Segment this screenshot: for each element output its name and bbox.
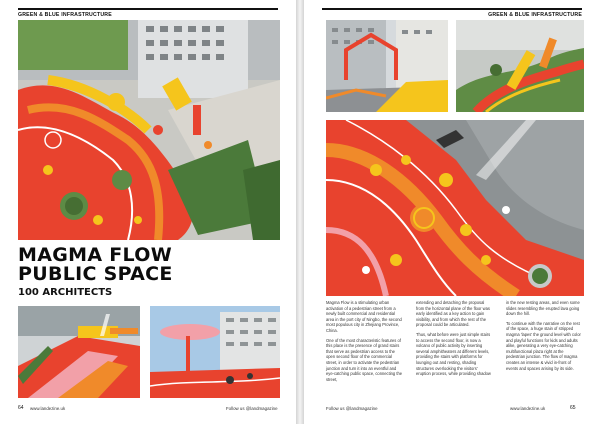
architect-name: 100 ARCHITECTS xyxy=(18,287,113,298)
aerial-plaza-photo xyxy=(18,20,280,240)
body-paragraph: in the new resting areas, and even some slides resembling the erupted lava going down the hill. xyxy=(506,300,580,317)
body-paragraph: Thus, what before were just simple stairs to access the second floor, is now a volcano of public activity by inserting several amphitheaters at different levels, providing the stairs with platforms for lounging out and resting, shading structures overlooking the visitors' eruption process, while providing shadow xyxy=(416,331,491,377)
spine-gutter xyxy=(296,0,304,424)
section-label: GREEN & BLUE INFRASTRUCTURE xyxy=(488,12,582,18)
body-paragraph: To continue with the narrative on the rest of the space, a huge stain of stripped magma 'lapes' the ground level with color and playful functions for kids and adults alike, generating a very eye-catching multifunctional plaza right at the pedestrian junction. The flow of magma creates an intense & vivid in-front of events and spaces arising by its side. xyxy=(506,320,581,371)
body-column-1 xyxy=(326,300,403,386)
body-column-3 xyxy=(506,300,583,375)
body-paragraph: extending and detaching the proposal from the horizontal plane of the floor was early identified as a key action to gain visibility, and from which the rest of the proposal could be articulated. xyxy=(416,300,490,328)
canopy-plaza-photo xyxy=(150,306,280,398)
left-page xyxy=(0,0,296,424)
page-number: 64 xyxy=(18,405,24,411)
section-label: GREEN & BLUE INFRASTRUCTURE xyxy=(18,12,112,18)
body-paragraph: One of the most characteristic features of this place is the presence of grand stairs that serve as pedestrian access to the open second floor of the commercial street, in order to activate the pedestrian junction and turn it into an eventful and eye-catching public space, connecting the street, xyxy=(326,337,403,382)
right-page xyxy=(304,0,600,424)
aerial-slides-photo xyxy=(456,20,584,112)
social-handle[interactable]: Follow us @landmagazine xyxy=(226,405,278,411)
social-handle[interactable]: Follow us @landmagazine xyxy=(326,405,378,411)
right-header xyxy=(322,8,582,18)
article-title xyxy=(18,246,288,298)
left-header xyxy=(18,8,278,18)
website-link[interactable]: www.landezine.uk xyxy=(30,405,66,411)
body-paragraph: Magma Flow is a stimulating urban activation of a pedestrian street from a newly built commercial and residential area in the port city of Ningbo, the second most populous city in Zhejiang Province, China. xyxy=(326,300,402,333)
red-frame-structure-photo xyxy=(326,20,448,112)
body-column-2 xyxy=(416,300,493,381)
title-line-1: MAGMA FLOW xyxy=(18,244,172,266)
website-link[interactable]: www.landezine.uk xyxy=(510,405,546,411)
stair-slide-photo xyxy=(18,306,140,398)
title-line-2: PUBLIC SPACE xyxy=(18,263,173,285)
magma-plaza-aerial-photo xyxy=(326,120,584,296)
page-number: 65 xyxy=(570,405,576,411)
